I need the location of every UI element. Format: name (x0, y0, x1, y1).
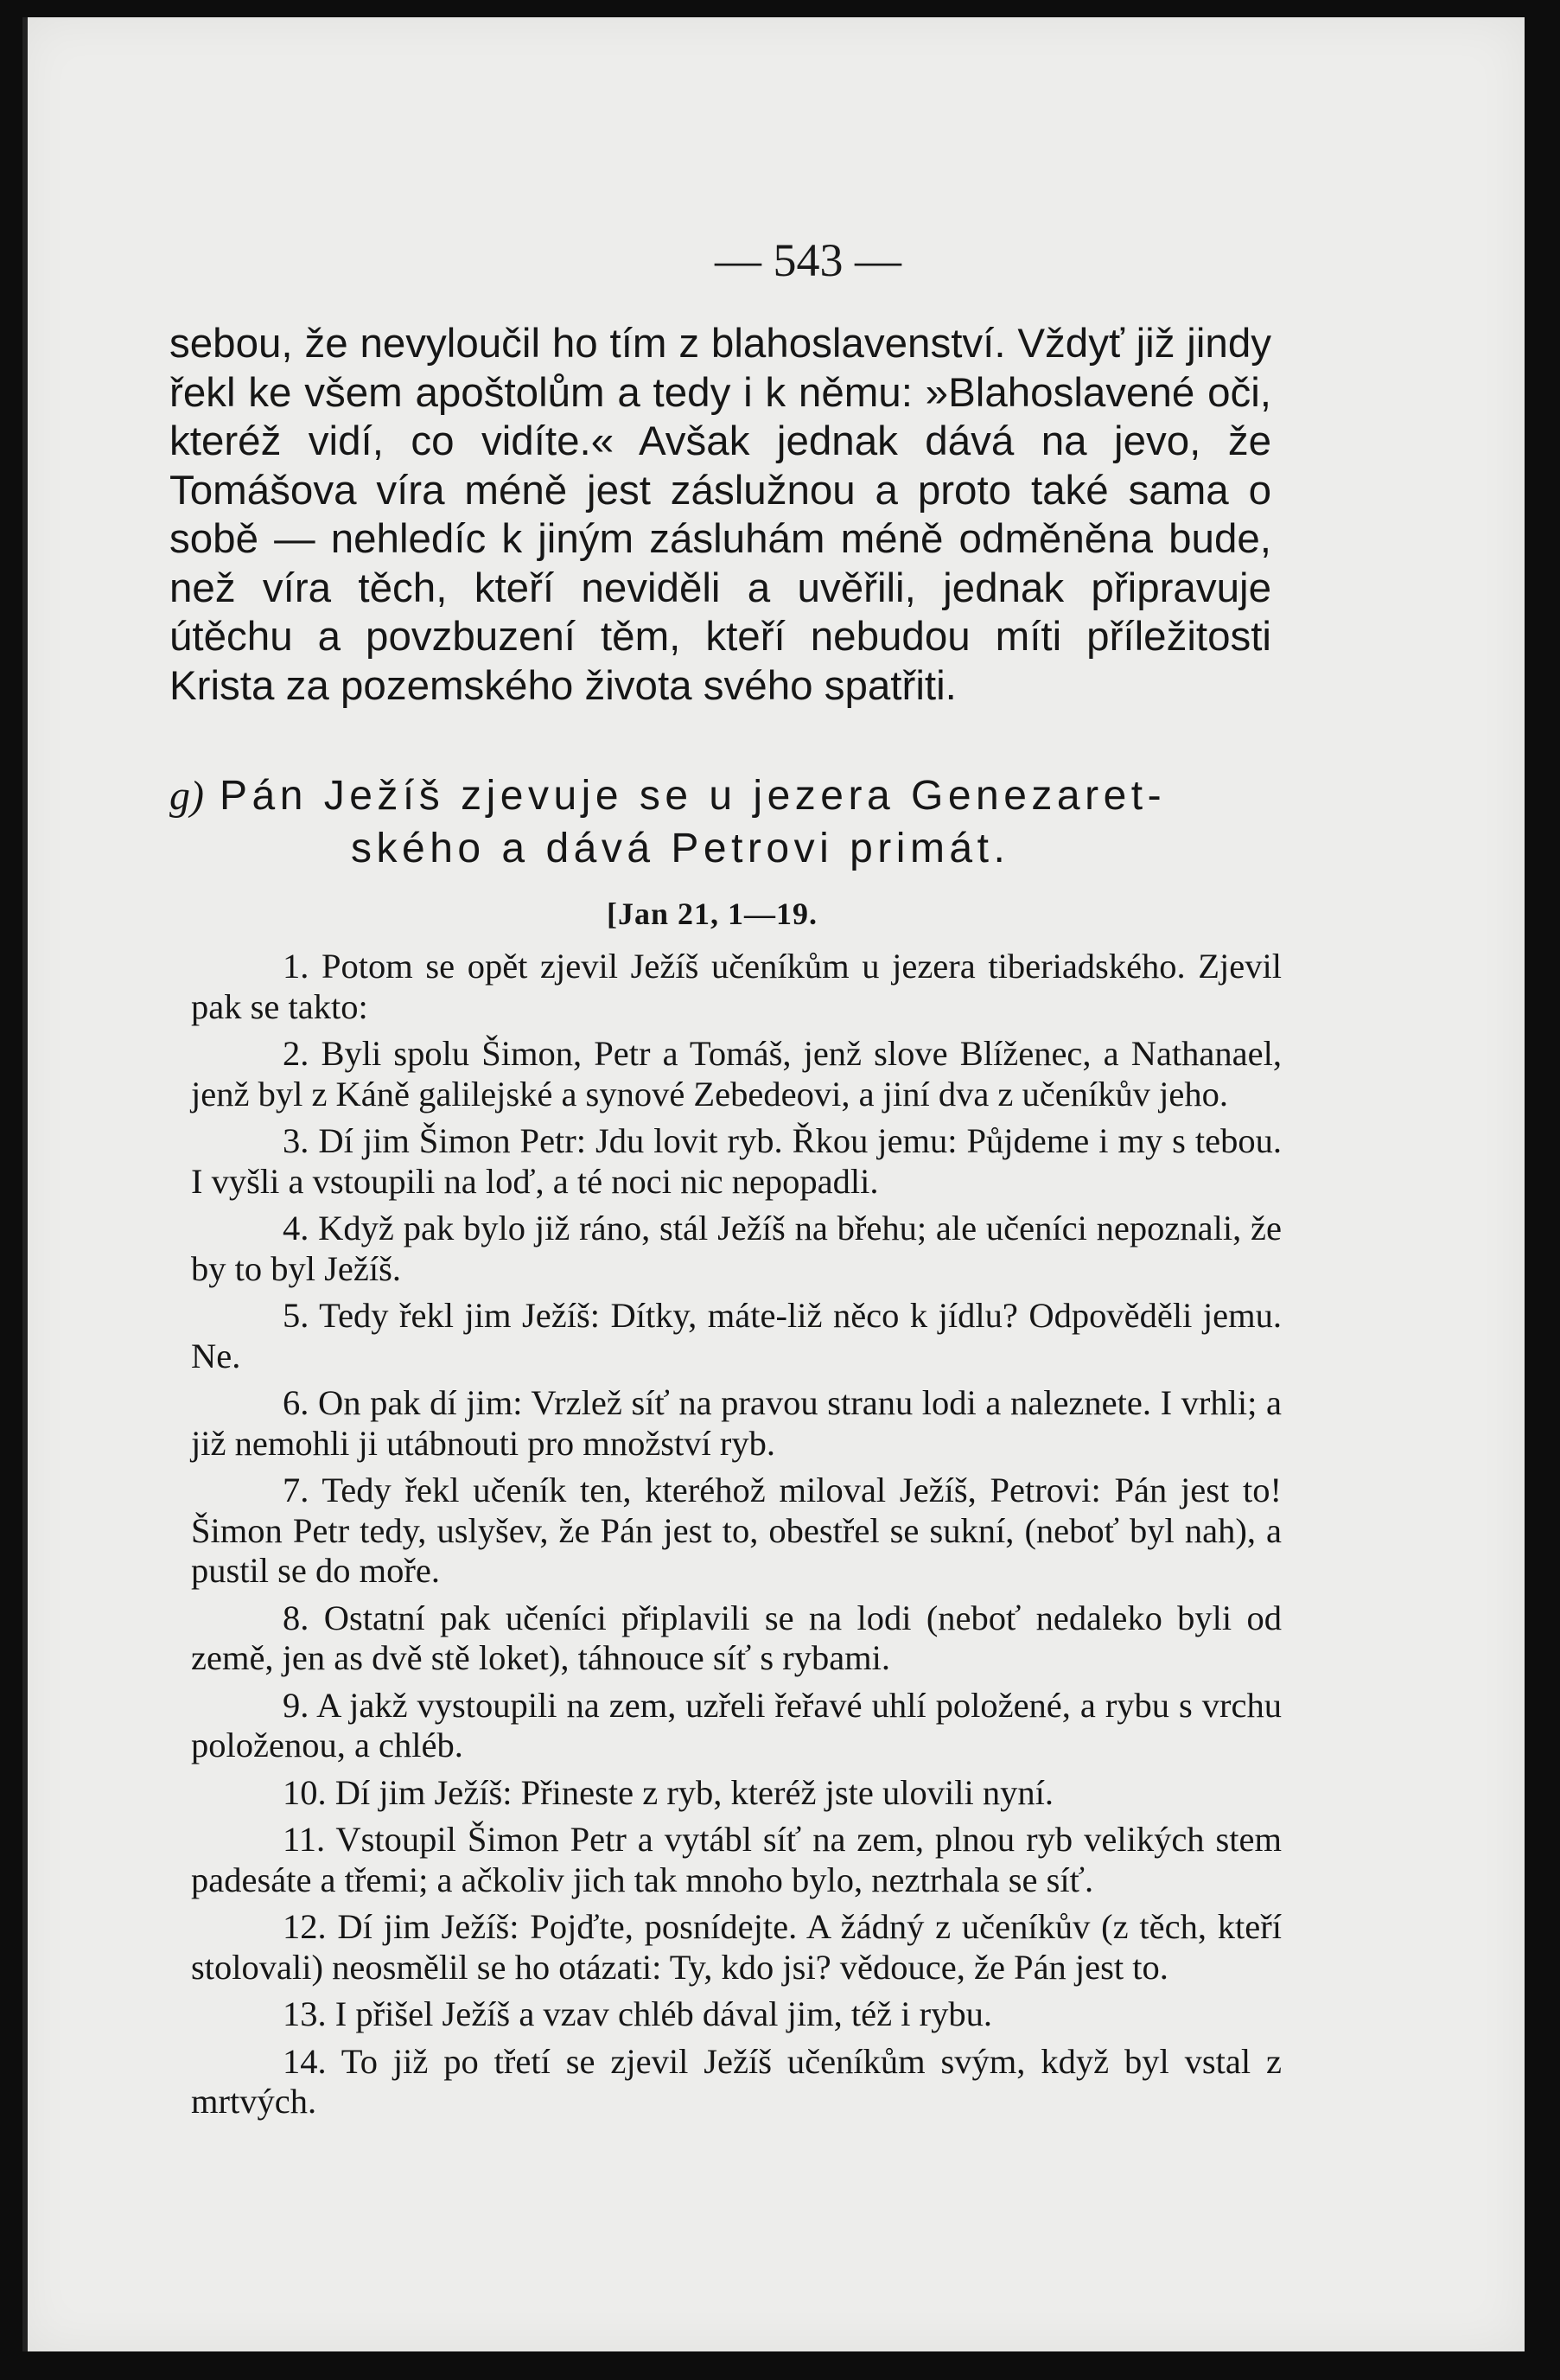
section-letter: g) (169, 773, 204, 819)
verse: 5. Tedy řekl jim Ježíš: Dítky, máte-liž něco k jídlu? Odpověděli jemu. Ne. (191, 1296, 1282, 1375)
verse: 1. Potom se opět zjevil Ježíš učeníkům u jezera tiberiadského. Zjevil pak se takto: (191, 947, 1282, 1026)
page-edge (22, 17, 28, 2351)
verse: 10. Dí jim Ježíš: Přineste z ryb, kteréž jste ulovili nyní. (283, 1772, 1054, 1812)
paragraph-text: sebou, že nevyloučil ho tím z blahoslavenství. Vždyť již jindy řekl ke všem apoštolům a tedy i k němu: »Blahoslavené oči, kteréž vidí, co vidíte.« Avšak jednak dává na jevo, že Tomášova víra méně jest záslužnou a proto také sama o sobě — nehledíc k jiným zásluhám méně odměněna bude, než víra těch, kteří neviděli a uvěřili, jednak připravuje útěchu a povzbuzení těm, kteří nebudou míti příležitosti Krista za pozemského života svého spatřiti. (169, 321, 1271, 709)
verse: 14. To již po třetí se zjevil Ježíš učeníkům svým, když byl vstal z mrtvých. (191, 2041, 1282, 2121)
section-title-line1: Pán Ježíš zjevuje se u jezera Genezaret- (219, 773, 1167, 819)
verse: 6. On pak dí jim: Vrzlež síť na pravou stranu lodi a naleznete. I vrhli; a již nemohli ji utábnouti pro množství ryb. (191, 1383, 1282, 1463)
section-heading (169, 769, 1284, 875)
scripture-reference: [Jan 21, 1—19. (607, 896, 818, 931)
verse-list (191, 947, 1282, 2129)
book-page (22, 17, 1525, 2351)
section-title-line2: ského a dává Petrovi primát. (351, 826, 1010, 871)
verse: 13. I přišel Ježíš a vzav chléb dával jim, též i rybu. (283, 1994, 992, 2033)
verse: 8. Ostatní pak učeníci připlavili se na lodi (neboť nedaleko byli od země, jen as dvě stě loket), táhnouce síť s rybami. (191, 1598, 1282, 1677)
verse: 7. Tedy řekl učeník ten, kteréhož miloval Ježíš, Petrovi: Pán jest to! Šimon Petr tedy, uslyšev, že Pán jest to, obestřel se sukní, (neboť byl nah), a pustil se do moře. (191, 1471, 1282, 1590)
body-paragraph (169, 320, 1271, 711)
verse: 2. Byli spolu Šimon, Petr a Tomáš, jenž slove Blíženec, a Nathanael, jenž byl z Káně galilejské a synové Zebedeovi, a jiní dva z učeníkův jeho. (191, 1034, 1282, 1113)
verse: 11. Vstoupil Šimon Petr a vytábl síť na zem, plnou ryb velikých stem padesáte a třemi; a ačkoliv jich tak mnoho bylo, neztrhala se síť. (191, 1820, 1282, 1899)
verse: 12. Dí jim Ježíš: Pojďte, posnídejte. A žádný z učeníkův (z těch, kteří stolovali) neosmělil se ho otázati: Ty, kdo jsi? vědouce, že Pán jest to. (191, 1907, 1282, 1987)
verse: 4. Když pak bylo již ráno, stál Ježíš na břehu; ale učeníci nepoznali, že by to byl Ježíš. (191, 1209, 1282, 1288)
verse: 3. Dí jim Šimon Petr: Jdu lovit ryb. Řkou jemu: Půjdeme i my s tebou. I vyšli a vstoupili na loď, a té noci nic nepopadli. (191, 1121, 1282, 1201)
page-number: — 543 — (715, 234, 901, 286)
verse: 9. A jakž vystoupili na zem, uzřeli řeřavé uhlí položené, a rybu s vrchu položenou, a chléb. (191, 1685, 1282, 1764)
